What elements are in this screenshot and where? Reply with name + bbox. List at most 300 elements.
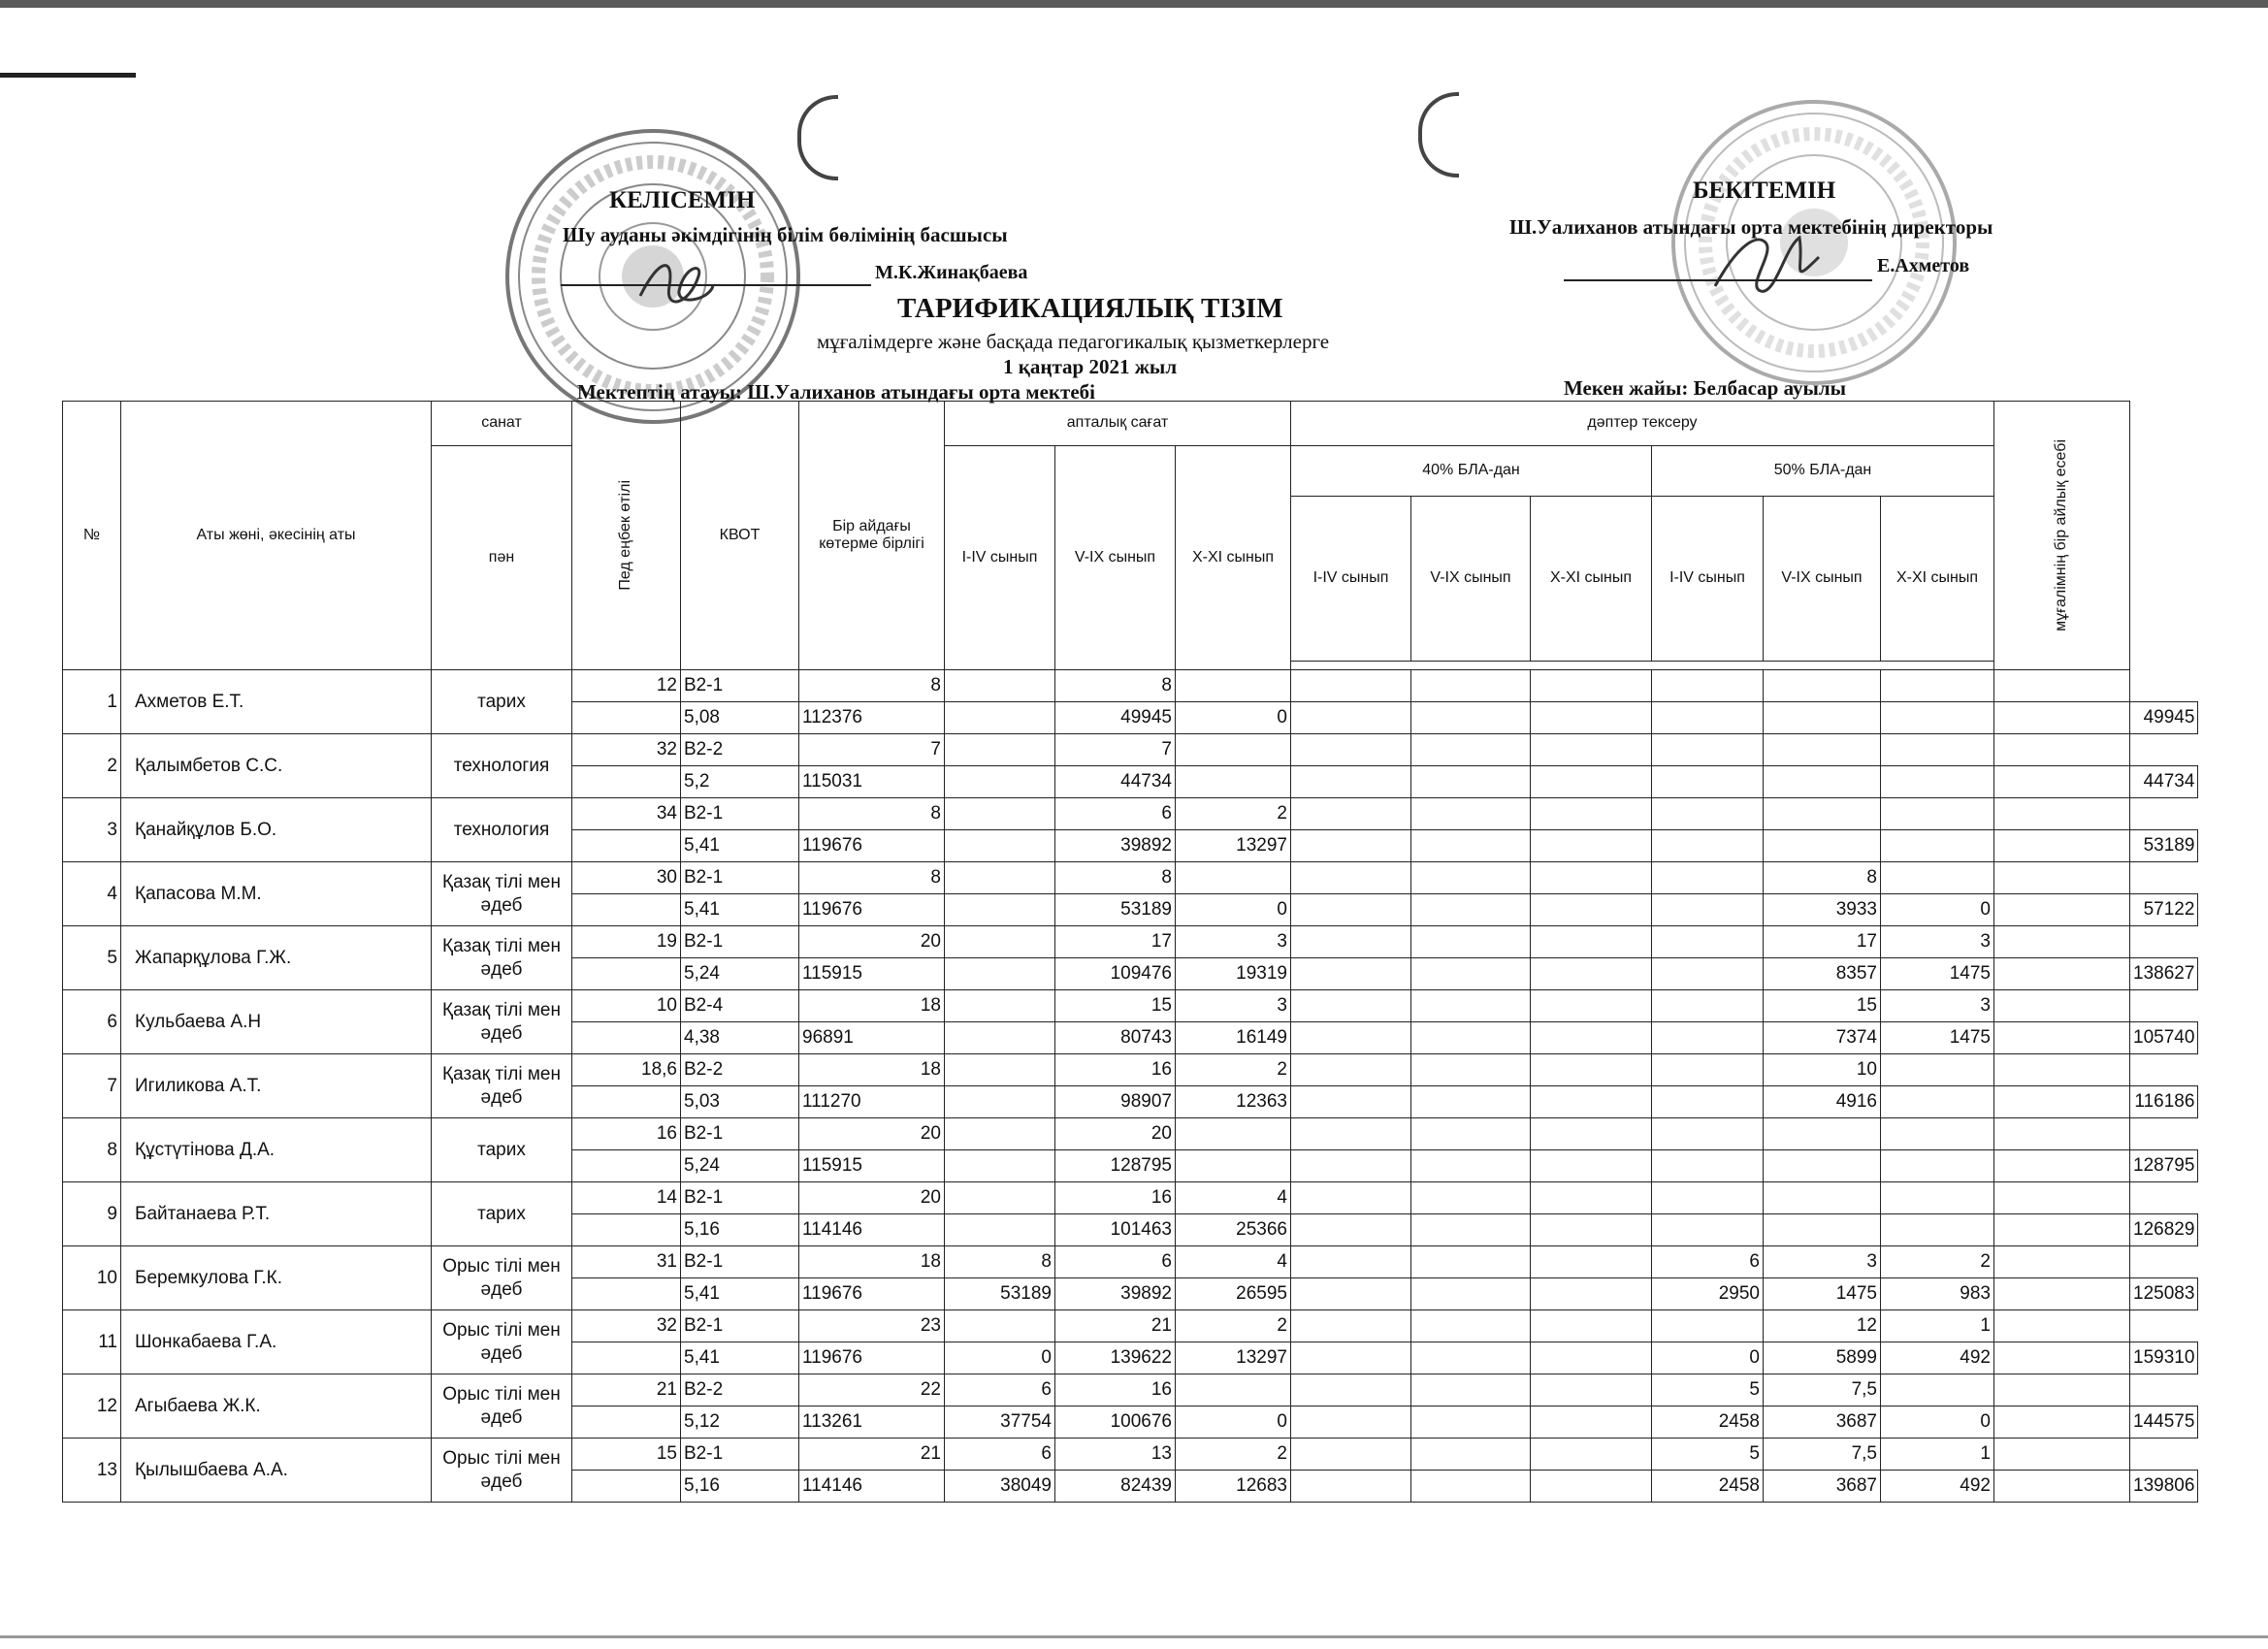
teacher-subject: Қазақ тілі мен әдеб bbox=[432, 1054, 572, 1118]
col-bla50-g1: I-IV сынып bbox=[1652, 497, 1764, 662]
amount-cell bbox=[1652, 702, 1764, 734]
amount-cell: 0 bbox=[1881, 894, 1994, 926]
hours-cell: 4 bbox=[1176, 1246, 1291, 1278]
amount-cell bbox=[1531, 1342, 1652, 1374]
monthly-total: 49945 bbox=[2130, 702, 2198, 734]
hours-cell bbox=[1411, 1439, 1531, 1471]
experience-blank bbox=[572, 766, 681, 798]
hours-cell: 21 bbox=[1055, 1310, 1176, 1342]
amount-cell bbox=[1411, 1150, 1531, 1182]
monthly-total: 116186 bbox=[2130, 1086, 2198, 1118]
hours-cell: 18 bbox=[799, 1246, 945, 1278]
amount-cell bbox=[1652, 766, 1764, 798]
right-signature-line bbox=[1564, 279, 1872, 281]
amount-cell: 0 bbox=[1652, 1342, 1764, 1374]
amount-cell bbox=[1652, 894, 1764, 926]
table-row bbox=[63, 990, 2198, 1022]
base-salary-value: 114146 bbox=[799, 1214, 945, 1246]
amount-cell: 4916 bbox=[1764, 1086, 1881, 1118]
col-kvot: КВОТ bbox=[681, 402, 799, 670]
hours-cell bbox=[1411, 1246, 1531, 1278]
hours-cell: 17 bbox=[1055, 926, 1176, 958]
hours-cell bbox=[1764, 1182, 1881, 1214]
category-value: В2-1 bbox=[681, 1439, 799, 1471]
experience-value: 10 bbox=[572, 990, 681, 1022]
monthly-total: 53189 bbox=[2130, 830, 2198, 862]
hours-cell: 5 bbox=[1652, 1439, 1764, 1471]
hours-cell bbox=[1881, 1054, 1994, 1086]
coefficient-value: 5,24 bbox=[681, 1150, 799, 1182]
binder-hole-right bbox=[1418, 92, 1459, 178]
base-salary-value: 119676 bbox=[799, 1342, 945, 1374]
approval-left-title: КЕЛІСЕМІН bbox=[609, 187, 756, 213]
amount-cell: 53189 bbox=[945, 1278, 1055, 1310]
hours-cell: 3 bbox=[1176, 990, 1291, 1022]
document-subtitle: мұғалімдерге және басқада педагогикалық қызметкерлерге bbox=[817, 330, 1330, 353]
hours-cell: 7 bbox=[799, 734, 945, 766]
experience-blank bbox=[572, 1406, 681, 1439]
hours-cell bbox=[1652, 1182, 1764, 1214]
hours-cell: 6 bbox=[945, 1374, 1055, 1406]
monthly-total: 139806 bbox=[2130, 1471, 2198, 1503]
hours-cell: 10 bbox=[1764, 1054, 1881, 1086]
hours-cell: 3 bbox=[1764, 1246, 1881, 1278]
hours-cell: 15 bbox=[1055, 990, 1176, 1022]
experience-value: 14 bbox=[572, 1182, 681, 1214]
hours-cell bbox=[1291, 1439, 1411, 1471]
col-weekly-g1: I-IV сынып bbox=[945, 446, 1055, 670]
hours-cell bbox=[1411, 798, 1531, 830]
amount-cell bbox=[1881, 1214, 1994, 1246]
hours-cell bbox=[1411, 1182, 1531, 1214]
amount-cell: 0 bbox=[1881, 1406, 1994, 1439]
amount-cell bbox=[945, 1022, 1055, 1054]
amount-cell bbox=[1994, 1214, 2130, 1246]
hours-cell bbox=[1176, 734, 1291, 766]
amount-cell bbox=[945, 766, 1055, 798]
coefficient-value: 5,03 bbox=[681, 1086, 799, 1118]
amount-cell bbox=[1291, 1471, 1411, 1503]
teacher-name: Жапарқұлова Г.Ж. bbox=[121, 926, 432, 990]
amount-cell bbox=[1881, 702, 1994, 734]
amount-cell: 13297 bbox=[1176, 830, 1291, 862]
amount-cell bbox=[1411, 830, 1531, 862]
amount-cell bbox=[1652, 958, 1764, 990]
hours-cell bbox=[1291, 1310, 1411, 1342]
monthly-total: 144575 bbox=[2130, 1406, 2198, 1439]
category-value: В2-2 bbox=[681, 1374, 799, 1406]
hours-cell bbox=[1652, 670, 1764, 702]
hours-cell bbox=[1531, 734, 1652, 766]
hours-cell bbox=[1411, 670, 1531, 702]
category-value: В2-1 bbox=[681, 1246, 799, 1278]
base-salary-value: 119676 bbox=[799, 1278, 945, 1310]
col-bla40-g3: X-XI сынып bbox=[1531, 497, 1652, 662]
amount-cell bbox=[1881, 766, 1994, 798]
table-row bbox=[63, 1374, 2198, 1406]
row-number: 7 bbox=[63, 1054, 121, 1118]
amount-cell bbox=[1531, 830, 1652, 862]
base-salary-value: 119676 bbox=[799, 894, 945, 926]
amount-cell bbox=[1291, 1214, 1411, 1246]
amount-cell: 0 bbox=[1176, 702, 1291, 734]
amount-cell: 44734 bbox=[1055, 766, 1176, 798]
hours-cell bbox=[1531, 990, 1652, 1022]
amount-cell: 3933 bbox=[1764, 894, 1881, 926]
hours-cell: 8 bbox=[799, 670, 945, 702]
experience-blank bbox=[572, 1214, 681, 1246]
hours-cell bbox=[1881, 798, 1994, 830]
experience-blank bbox=[572, 1086, 681, 1118]
hours-cell bbox=[1994, 1374, 2130, 1406]
teacher-name: Агыбаева Ж.К. bbox=[121, 1374, 432, 1439]
hours-cell bbox=[1994, 1118, 2130, 1150]
teacher-name: Қылышбаева А.А. bbox=[121, 1439, 432, 1503]
amount-cell bbox=[1176, 1150, 1291, 1182]
row-number: 8 bbox=[63, 1118, 121, 1182]
amount-cell: 38049 bbox=[945, 1471, 1055, 1503]
row-number: 9 bbox=[63, 1182, 121, 1246]
approval-left-signer: М.К.Жинақбаева bbox=[875, 262, 1028, 283]
amount-cell bbox=[1411, 1022, 1531, 1054]
amount-cell bbox=[1881, 1086, 1994, 1118]
amount-cell: 2950 bbox=[1652, 1278, 1764, 1310]
amount-cell bbox=[1764, 702, 1881, 734]
category-value: В2-1 bbox=[681, 798, 799, 830]
teacher-name: Байтанаева Р.Т. bbox=[121, 1182, 432, 1246]
left-signature-line bbox=[561, 284, 871, 286]
amount-cell bbox=[1531, 958, 1652, 990]
experience-value: 18,6 bbox=[572, 1054, 681, 1086]
amount-cell bbox=[1411, 702, 1531, 734]
coefficient-value: 5,12 bbox=[681, 1406, 799, 1439]
hours-cell: 20 bbox=[799, 1182, 945, 1214]
col-bla50-g2: V-IX сынып bbox=[1764, 497, 1881, 662]
category-value: В2-2 bbox=[681, 1054, 799, 1086]
table-row bbox=[63, 670, 2198, 702]
approval-right-title: БЕКІТЕМІН bbox=[1693, 178, 1836, 204]
row-number: 1 bbox=[63, 670, 121, 734]
hours-cell bbox=[1881, 1118, 1994, 1150]
hours-cell: 21 bbox=[799, 1439, 945, 1471]
category-value: В2-1 bbox=[681, 1310, 799, 1342]
teacher-subject: Орыс тілі мен әдеб bbox=[432, 1439, 572, 1503]
col-subject: пән bbox=[432, 446, 572, 670]
col-experience bbox=[572, 402, 681, 670]
amount-cell: 13297 bbox=[1176, 1342, 1291, 1374]
table-row bbox=[63, 1439, 2198, 1471]
row-number: 6 bbox=[63, 990, 121, 1054]
amount-cell: 3687 bbox=[1764, 1406, 1881, 1439]
amount-cell: 12683 bbox=[1176, 1471, 1291, 1503]
row-number: 4 bbox=[63, 862, 121, 926]
hours-cell bbox=[1764, 798, 1881, 830]
amount-cell bbox=[1531, 1471, 1652, 1503]
hours-cell bbox=[1291, 1374, 1411, 1406]
amount-cell: 0 bbox=[1176, 1406, 1291, 1439]
hours-cell bbox=[1994, 990, 2130, 1022]
col-weekly-hours: апталық сағат bbox=[945, 402, 1291, 446]
hours-cell bbox=[1411, 1118, 1531, 1150]
amount-cell: 39892 bbox=[1055, 830, 1176, 862]
amount-cell bbox=[1652, 1086, 1764, 1118]
hours-cell bbox=[1994, 798, 2130, 830]
hours-cell: 18 bbox=[799, 990, 945, 1022]
amount-cell bbox=[1291, 830, 1411, 862]
amount-cell: 12363 bbox=[1176, 1086, 1291, 1118]
amount-cell bbox=[1764, 1214, 1881, 1246]
experience-value: 21 bbox=[572, 1374, 681, 1406]
scan-bottom-edge bbox=[0, 1635, 2268, 1638]
row-number: 3 bbox=[63, 798, 121, 862]
hours-cell: 2 bbox=[1176, 798, 1291, 830]
hours-cell: 6 bbox=[945, 1439, 1055, 1471]
monthly-total: 128795 bbox=[2130, 1150, 2198, 1182]
amount-cell bbox=[1994, 1086, 2130, 1118]
coefficient-value: 5,41 bbox=[681, 1278, 799, 1310]
amount-cell bbox=[1994, 1471, 2130, 1503]
hours-cell bbox=[1291, 990, 1411, 1022]
amount-cell: 0 bbox=[1176, 894, 1291, 926]
coefficient-value: 5,24 bbox=[681, 958, 799, 990]
amount-cell bbox=[1531, 766, 1652, 798]
approval-right-position: Ш.Уалиханов атындағы орта мектебінің директоры bbox=[1509, 215, 1993, 239]
category-value: В2-1 bbox=[681, 926, 799, 958]
hours-cell: 2 bbox=[1176, 1054, 1291, 1086]
amount-cell bbox=[1531, 1086, 1652, 1118]
amount-cell: 3687 bbox=[1764, 1471, 1881, 1503]
experience-blank bbox=[572, 1278, 681, 1310]
category-value: В2-1 bbox=[681, 1182, 799, 1214]
hours-cell bbox=[1291, 1118, 1411, 1150]
amount-cell: 49945 bbox=[1055, 702, 1176, 734]
experience-value: 31 bbox=[572, 1246, 681, 1278]
hours-cell: 23 bbox=[799, 1310, 945, 1342]
teacher-name: Игиликова А.Т. bbox=[121, 1054, 432, 1118]
experience-value: 32 bbox=[572, 734, 681, 766]
hours-cell bbox=[1411, 1374, 1531, 1406]
amount-cell: 139622 bbox=[1055, 1342, 1176, 1374]
hours-cell bbox=[1764, 734, 1881, 766]
hours-cell: 16 bbox=[1055, 1182, 1176, 1214]
col-bla40-g1: I-IV сынып bbox=[1291, 497, 1411, 662]
tariff-table bbox=[62, 401, 2198, 1503]
hours-cell: 2 bbox=[1176, 1310, 1291, 1342]
hours-cell bbox=[1531, 1439, 1652, 1471]
hours-cell bbox=[1531, 798, 1652, 830]
amount-cell bbox=[1764, 1150, 1881, 1182]
amount-cell bbox=[1994, 830, 2130, 862]
hours-cell: 2 bbox=[1881, 1246, 1994, 1278]
table-body bbox=[63, 670, 2198, 1503]
teacher-name: Қанайқұлов Б.О. bbox=[121, 798, 432, 862]
amount-cell bbox=[945, 830, 1055, 862]
school-name: Мектептің атауы: Ш.Уалиханов атындағы орта мектебі bbox=[577, 380, 1095, 404]
hours-cell bbox=[1881, 1182, 1994, 1214]
hours-cell bbox=[1881, 862, 1994, 894]
hours-cell bbox=[1531, 1118, 1652, 1150]
teacher-subject: тарих bbox=[432, 1182, 572, 1246]
monthly-total: 125083 bbox=[2130, 1278, 2198, 1310]
hours-cell bbox=[1531, 1246, 1652, 1278]
amount-cell bbox=[1411, 1342, 1531, 1374]
teacher-name: Қапасова М.М. bbox=[121, 862, 432, 926]
hours-cell bbox=[1291, 670, 1411, 702]
hours-cell bbox=[1652, 1118, 1764, 1150]
coefficient-value: 5,41 bbox=[681, 894, 799, 926]
amount-cell bbox=[945, 958, 1055, 990]
hours-cell: 5 bbox=[1652, 1374, 1764, 1406]
hours-cell: 17 bbox=[1764, 926, 1881, 958]
amount-cell bbox=[1531, 894, 1652, 926]
base-salary-value: 111270 bbox=[799, 1086, 945, 1118]
hours-cell bbox=[1291, 1054, 1411, 1086]
hours-cell bbox=[1531, 862, 1652, 894]
hours-cell: 6 bbox=[1652, 1246, 1764, 1278]
teacher-subject: Қазақ тілі мен әдеб bbox=[432, 862, 572, 926]
teacher-name: Қалымбетов С.С. bbox=[121, 734, 432, 798]
hours-cell bbox=[1994, 1054, 2130, 1086]
hours-cell bbox=[1994, 670, 2130, 702]
hours-cell bbox=[1994, 1182, 2130, 1214]
amount-cell: 109476 bbox=[1055, 958, 1176, 990]
amount-cell bbox=[1994, 894, 2130, 926]
teacher-subject: тарих bbox=[432, 1118, 572, 1182]
amount-cell bbox=[1291, 1342, 1411, 1374]
col-monthly-label: мұғалімнің бір айлық есебі bbox=[2053, 439, 2070, 631]
col-weekly-g3: X-XI сынып bbox=[1176, 446, 1291, 670]
col-experience-label: Пед еңбек өтілі bbox=[617, 480, 634, 591]
hours-cell bbox=[1291, 862, 1411, 894]
amount-cell bbox=[1411, 958, 1531, 990]
coefficient-value: 5,08 bbox=[681, 702, 799, 734]
amount-cell bbox=[1531, 1022, 1652, 1054]
row-number: 12 bbox=[63, 1374, 121, 1439]
hours-cell: 3 bbox=[1176, 926, 1291, 958]
category-value: В2-2 bbox=[681, 734, 799, 766]
row-number: 5 bbox=[63, 926, 121, 990]
hours-cell bbox=[945, 1118, 1055, 1150]
teacher-subject: Қазақ тілі мен әдеб bbox=[432, 926, 572, 990]
hours-cell bbox=[1176, 1118, 1291, 1150]
col-bla50: 50% БЛА-дан bbox=[1652, 446, 1994, 497]
amount-cell bbox=[1764, 830, 1881, 862]
amount-cell bbox=[1652, 1022, 1764, 1054]
hours-cell bbox=[1531, 1374, 1652, 1406]
monthly-total: 57122 bbox=[2130, 894, 2198, 926]
experience-value: 15 bbox=[572, 1439, 681, 1471]
amount-cell bbox=[1291, 1022, 1411, 1054]
hours-cell: 4 bbox=[1176, 1182, 1291, 1214]
amount-cell bbox=[1411, 766, 1531, 798]
monthly-total: 105740 bbox=[2130, 1022, 2198, 1054]
col-notebook-check: дәптер тексеру bbox=[1291, 402, 1994, 446]
hours-cell: 7 bbox=[1055, 734, 1176, 766]
teacher-subject: тарих bbox=[432, 670, 572, 734]
experience-blank bbox=[572, 830, 681, 862]
amount-cell: 98907 bbox=[1055, 1086, 1176, 1118]
coefficient-value: 5,2 bbox=[681, 766, 799, 798]
experience-value: 12 bbox=[572, 670, 681, 702]
amount-cell bbox=[1994, 1278, 2130, 1310]
school-address: Мекен жайы: Белбасар ауылы bbox=[1564, 376, 1847, 400]
experience-blank bbox=[572, 958, 681, 990]
hours-cell bbox=[1531, 670, 1652, 702]
hours-cell bbox=[945, 926, 1055, 958]
approval-right-signer: Е.Ахметов bbox=[1877, 255, 1970, 276]
amount-cell bbox=[1994, 1406, 2130, 1439]
hours-cell: 18 bbox=[799, 1054, 945, 1086]
amount-cell: 983 bbox=[1881, 1278, 1994, 1310]
amount-cell bbox=[1411, 894, 1531, 926]
amount-cell: 2458 bbox=[1652, 1471, 1764, 1503]
hours-cell bbox=[1652, 798, 1764, 830]
scan-mark bbox=[0, 73, 136, 78]
hours-cell bbox=[1411, 1054, 1531, 1086]
amount-cell bbox=[1531, 1150, 1652, 1182]
base-salary-value: 96891 bbox=[799, 1022, 945, 1054]
teacher-name: Беремкулова Г.К. bbox=[121, 1246, 432, 1310]
hours-cell bbox=[945, 1054, 1055, 1086]
amount-cell bbox=[1994, 1342, 2130, 1374]
monthly-total: 159310 bbox=[2130, 1342, 2198, 1374]
hours-cell bbox=[1652, 862, 1764, 894]
amount-cell: 101463 bbox=[1055, 1214, 1176, 1246]
col-number: № bbox=[63, 402, 121, 670]
hours-cell: 8 bbox=[799, 862, 945, 894]
hours-cell: 12 bbox=[1764, 1310, 1881, 1342]
amount-cell bbox=[1411, 1471, 1531, 1503]
base-salary-value: 114146 bbox=[799, 1471, 945, 1503]
amount-cell: 37754 bbox=[945, 1406, 1055, 1439]
amount-cell: 53189 bbox=[1055, 894, 1176, 926]
hours-cell bbox=[945, 734, 1055, 766]
hours-cell: 15 bbox=[1764, 990, 1881, 1022]
hours-cell: 8 bbox=[945, 1246, 1055, 1278]
amount-cell: 2458 bbox=[1652, 1406, 1764, 1439]
hours-cell bbox=[1994, 1246, 2130, 1278]
hours-cell bbox=[945, 670, 1055, 702]
hours-cell: 8 bbox=[1055, 670, 1176, 702]
amount-cell: 39892 bbox=[1055, 1278, 1176, 1310]
hours-cell bbox=[1291, 798, 1411, 830]
hours-cell: 1 bbox=[1881, 1310, 1994, 1342]
experience-value: 32 bbox=[572, 1310, 681, 1342]
row-number: 2 bbox=[63, 734, 121, 798]
monthly-total: 138627 bbox=[2130, 958, 2198, 990]
amount-cell bbox=[1531, 1406, 1652, 1439]
hours-cell bbox=[945, 798, 1055, 830]
hours-cell: 16 bbox=[1055, 1054, 1176, 1086]
hours-cell bbox=[1881, 670, 1994, 702]
base-salary-value: 119676 bbox=[799, 830, 945, 862]
amount-cell bbox=[1411, 1086, 1531, 1118]
hours-cell bbox=[1531, 926, 1652, 958]
table-row bbox=[63, 1310, 2198, 1342]
hours-cell bbox=[1411, 734, 1531, 766]
row-number: 10 bbox=[63, 1246, 121, 1310]
teacher-subject: Орыс тілі мен әдеб bbox=[432, 1374, 572, 1439]
hours-cell: 20 bbox=[799, 926, 945, 958]
amount-cell: 100676 bbox=[1055, 1406, 1176, 1439]
amount-cell: 7374 bbox=[1764, 1022, 1881, 1054]
amount-cell bbox=[1764, 766, 1881, 798]
experience-blank bbox=[572, 1471, 681, 1503]
hours-cell: 8 bbox=[1764, 862, 1881, 894]
category-value: В2-1 bbox=[681, 862, 799, 894]
table-row bbox=[63, 1054, 2198, 1086]
hours-cell bbox=[1652, 926, 1764, 958]
